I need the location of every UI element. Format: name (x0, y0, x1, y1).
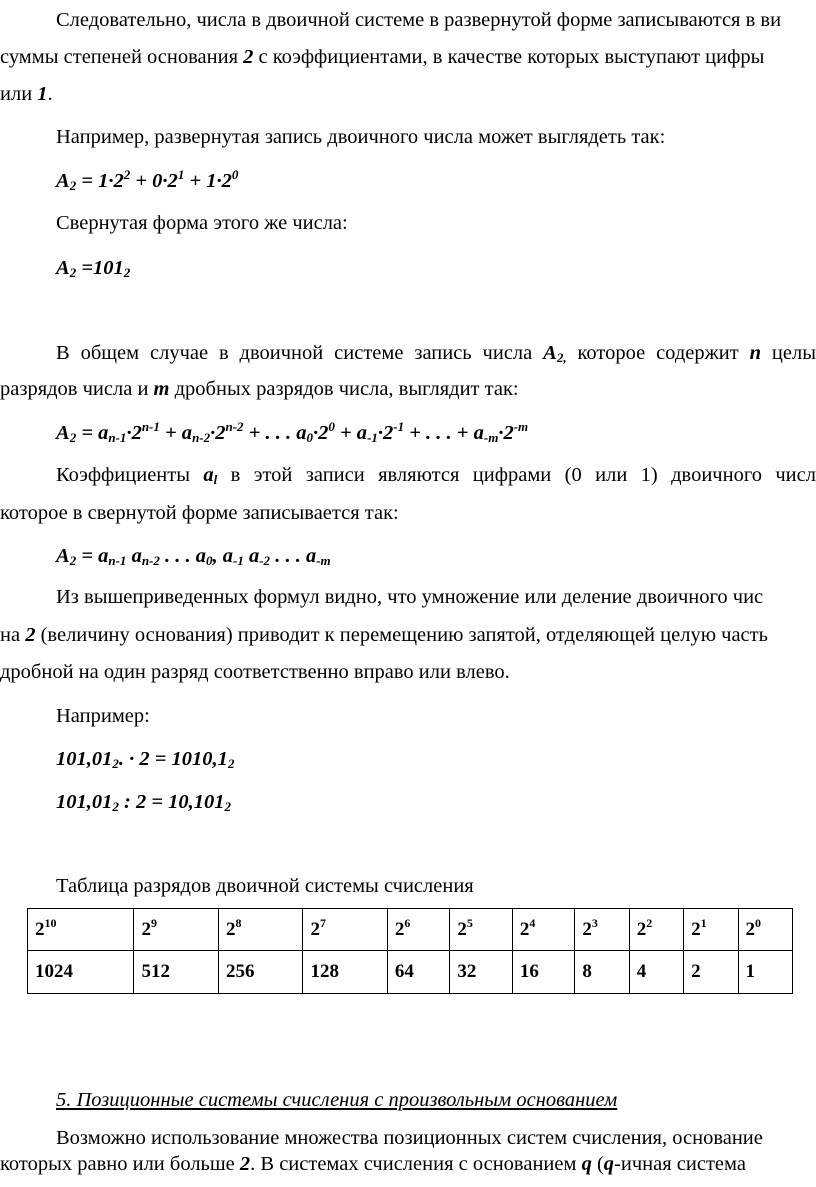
value-cell: 64 (387, 951, 449, 994)
para1-line1: Следовательно, числа в двоичной системе в развернутой форме записываются в ви (56, 9, 782, 31)
power-cell: $2^3$ (575, 909, 629, 951)
para1-line2: суммы степеней основания 2 с коэффициентами, в качестве которых выступают цифры (0, 46, 765, 68)
value-cell: 4 (629, 951, 683, 994)
formula-expanded-example: $A_2 = 1\cdot 2^2 + 0\cdot 2^1 + 1\cdot 2^0$ (56, 167, 239, 193)
formula-general-collapsed: $A_2 = a_{n-1}$ $a_{n-2}$ . . . $a_0$, $a_{-1}$ $a_{-2}$ . . . $a_{-m}$ (56, 545, 331, 568)
table-row-values (28, 951, 793, 994)
value-cell: 1024 (28, 951, 134, 994)
power-cell: $2^0$ (738, 909, 792, 951)
table-row-powers (28, 909, 793, 951)
binary-place-value-table (27, 908, 793, 994)
formula-multiply-example: $101,01_2$. · $2 = 1010,1_2$ (56, 748, 235, 771)
value-cell: 8 (575, 951, 629, 994)
power-cell: $2^5$ (450, 909, 512, 951)
value-cell: 1 (738, 951, 792, 994)
value-cell: 16 (512, 951, 574, 994)
para4-line3: дробной на один разряд соответственно вправо или влево. (0, 661, 510, 683)
formula-divide-example: $101,01_2$ : $2 = 10,101_2$ (56, 791, 232, 814)
table-caption: Таблица разрядов двоичной системы счисления (56, 875, 474, 897)
collapsed-intro: Свернутая форма этого же числа: (56, 212, 348, 234)
power-cell: $2^2$ (629, 909, 683, 951)
formula-general-expanded: $A_2 = a_{n-1}\cdot 2^{n-1} + a_{n-2}\cdot 2^{n-2}$ + . . . $a_0\cdot 2^0 + a_{-1}\cdot 2^{-1}$ + . . . + $a_{-m}\cdot 2^{-m}$ (56, 419, 529, 445)
formula-collapsed-example: $A_2 =101_2$ (56, 257, 131, 280)
power-cell: $2^6$ (387, 909, 449, 951)
example2-intro: Например: (56, 705, 150, 727)
para1-line3: или 1. (0, 83, 53, 105)
para5-line2: которых равно или больше 2. В системах счисления с основанием q (q-ичная система (0, 1153, 746, 1175)
power-cell: $2^8$ (218, 909, 302, 951)
para5-line1: Возможно использование множества позиционных систем счисления, основание (56, 1127, 763, 1149)
power-cell: $2^7$ (303, 909, 387, 951)
value-cell: 32 (450, 951, 512, 994)
value-cell: 512 (134, 951, 218, 994)
para4-line1: Из вышеприведенных формул видно, что умножение или деление двоичного чис (56, 586, 764, 608)
power-cell: $2^4$ (512, 909, 574, 951)
power-cell: $2^1$ (684, 909, 738, 951)
para4-line2: на 2 (величину основания) приводит к перемещению запятой, отделяющей целую часть (0, 624, 768, 646)
value-cell: 256 (218, 951, 302, 994)
para3-line2: которое в свернутой форме записывается так: (0, 502, 399, 524)
power-cell: $2^{10}$ (28, 909, 134, 951)
value-cell: 128 (303, 951, 387, 994)
para2-line2: разрядов числа и m дробных разрядов числа, выглядит так: (0, 378, 519, 400)
value-cell: 2 (684, 951, 738, 994)
power-cell: $2^9$ (134, 909, 218, 951)
para2-line1: В общем случае в двоичной системе запись числа $A_{2,}$ которое содержит n целы (56, 342, 816, 365)
section-5-title: 5. Позиционные системы счисления с произвольным основанием (56, 1089, 618, 1111)
example1-intro: Например, развернутая запись двоичного числа может выглядеть так: (56, 126, 666, 148)
para3-line1: Коэффициенты $a_l$ в этой записи являются цифрами (0 или 1) двоичного числ (56, 464, 816, 487)
